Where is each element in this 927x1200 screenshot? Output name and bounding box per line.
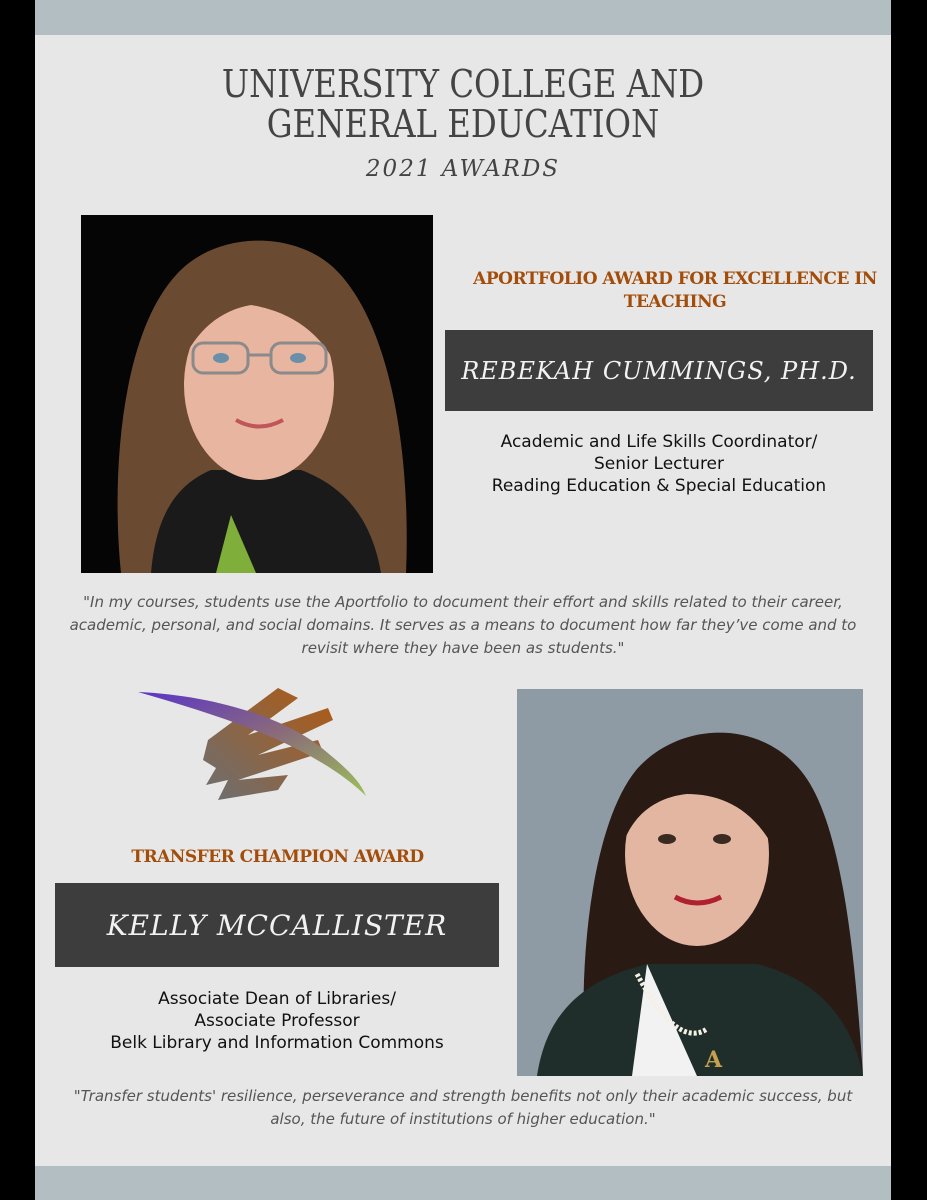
awardee-quote: "Transfer students' resilience, perseverance and strength benefits not only their academic success, but also, the future of institutions of higher education." (73, 1087, 853, 1128)
page-title-line1: UNIVERSITY COLLEGE AND (221, 62, 705, 106)
role-line: Senior Lecturer (593, 454, 725, 474)
awardee-role (55, 988, 499, 1054)
award-title-transfer-champion: TRANSFER CHAMPION AWARD (131, 847, 424, 867)
role-line: Reading Education & Special Education (491, 476, 827, 496)
top-band (35, 0, 891, 35)
awardee-role (445, 431, 873, 497)
paint-brush-stroke-icon (128, 680, 373, 805)
awardee-name-bar: KELLY MCCALLISTER (55, 883, 499, 967)
portrait-photo-rebekah (81, 215, 433, 573)
awardee-quote: "In my courses, students use the Aportfolio to document their effort and skills related to their career, academic, personal, and social domains. It serves as a means to document how far they’ve come and to revisit where they have been as students." (69, 593, 857, 657)
page-subtitle: 2021 AWARDS (365, 156, 561, 182)
role-line: Belk Library and Information Commons (110, 1033, 444, 1053)
page-title-line2: GENERAL EDUCATION (266, 102, 660, 146)
svg-text:A: A (705, 1047, 723, 1073)
awardee-name-bar: REBEKAH CUMMINGS, PH.D. (445, 330, 873, 411)
portrait-photo-kelly (517, 689, 863, 1076)
role-line: Associate Professor (194, 1011, 360, 1031)
role-line: Academic and Life Skills Coordinator/ (500, 432, 818, 452)
award-title-aportfolio: APORTFOLIO AWARD FOR EXCELLENCE IN TEACHING (473, 269, 877, 312)
role-line: Associate Dean of Libraries/ (158, 989, 396, 1009)
bottom-band (35, 1166, 891, 1200)
